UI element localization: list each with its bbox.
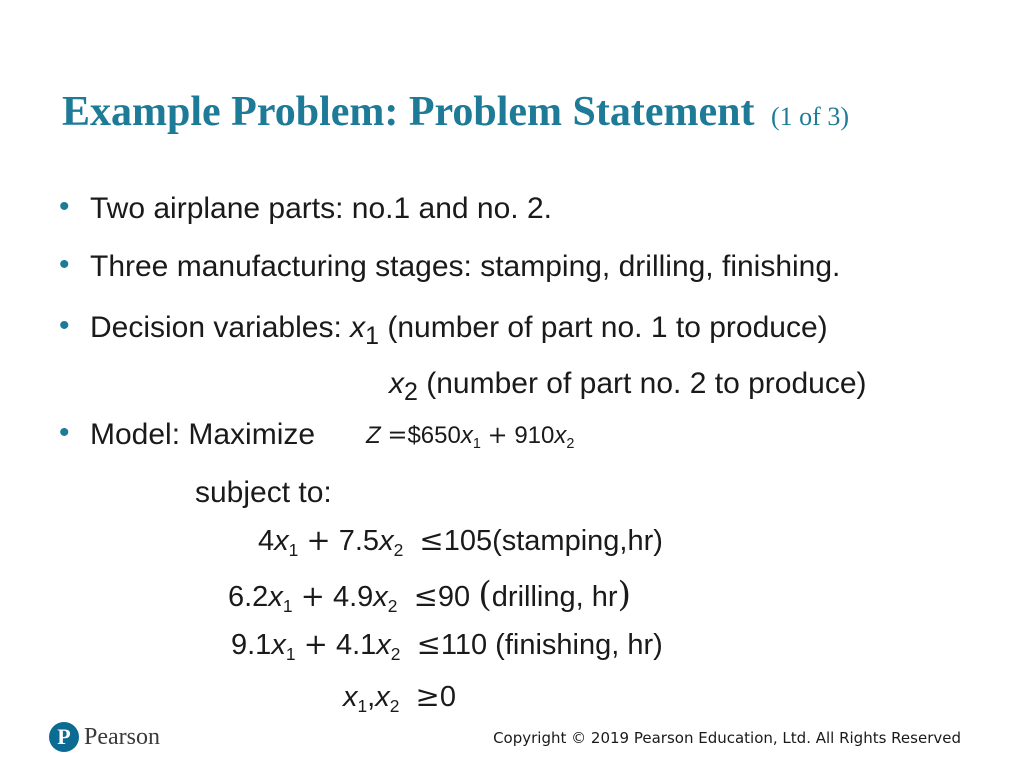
pearson-logo bbox=[49, 720, 160, 754]
decision-var-2-line bbox=[389, 367, 867, 407]
subject-to-label: subject to: bbox=[195, 476, 332, 509]
slide-title bbox=[62, 88, 849, 136]
bullet-dot-3: • bbox=[59, 309, 70, 342]
objective-function: $Z =\$650x_1 + 910x_2$ bbox=[366, 421, 575, 453]
title-text: Example Problem: Problem Statement bbox=[62, 89, 755, 135]
copyright-notice: Copyright © 2019 Pearson Education, Ltd. All Rights Reserved bbox=[493, 729, 961, 747]
bullet-1: Two airplane parts: no.1 and no. 2. bbox=[90, 192, 552, 225]
bullet-3-label: Decision variables: bbox=[90, 311, 342, 344]
decision-var-2: $x_2$ bbox=[389, 367, 418, 406]
bullet-dot-1: • bbox=[59, 190, 70, 223]
bullet-3 bbox=[90, 311, 828, 351]
bullet-4: Model: Maximize bbox=[90, 418, 316, 451]
constraint-finishing: $9.1x_1 + 4.1x_2 \le 110$ (finishing, hr) bbox=[231, 627, 663, 665]
constraint-drilling: $6.2x_1 + 4.9x_2 \le 90$ (drilling, hr) bbox=[228, 575, 632, 617]
decision-var-1-desc: (number of part no. 1 to produce) bbox=[387, 311, 828, 344]
bullet-dot-2: • bbox=[59, 248, 70, 281]
constraint-nonnegativity: $x_1,x_2 \ge 0$ bbox=[343, 679, 456, 717]
decision-var-2-desc: (number of part no. 2 to produce) bbox=[426, 367, 867, 400]
pearson-logo-text: Pearson bbox=[84, 723, 160, 750]
bullet-2: Three manufacturing stages: stamping, drilling, finishing. bbox=[90, 250, 841, 283]
title-part: (1 of 3) bbox=[771, 102, 849, 131]
pearson-logo-mark: P bbox=[49, 722, 79, 752]
decision-var-1: $x_1$ bbox=[350, 311, 380, 350]
constraint-stamping: $4x_1 + 7.5x_2$ ≤105(stamping,hr) bbox=[258, 523, 663, 561]
bullet-dot-4: • bbox=[59, 416, 70, 449]
